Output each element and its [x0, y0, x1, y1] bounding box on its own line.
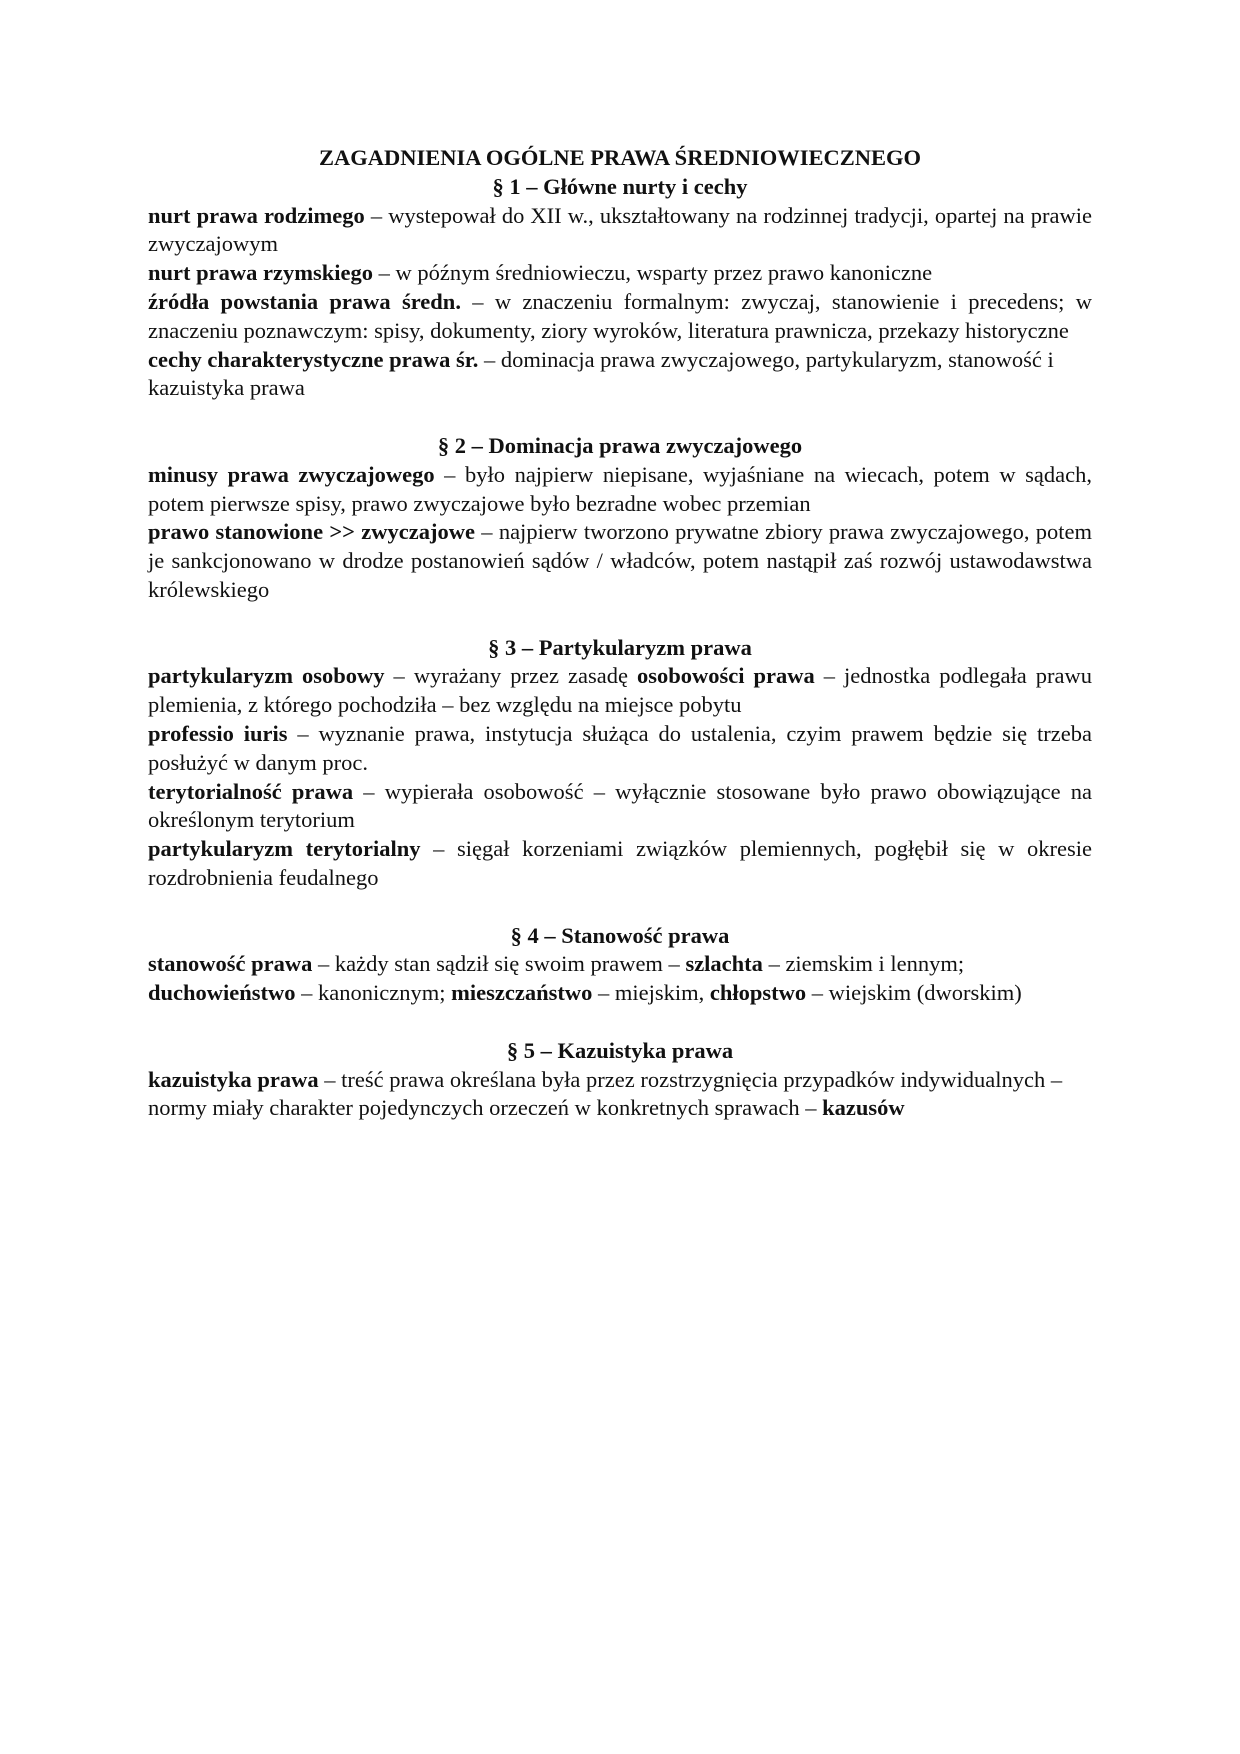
definition-entry [148, 720, 1092, 778]
definition-entry [148, 1066, 1092, 1124]
definition-term: cechy charakterystyczne prawa śr. [148, 346, 479, 372]
definition-term: mieszczaństwo [451, 980, 593, 1006]
section-heading: § 4 – Stanowość prawa [510, 922, 730, 948]
definition-term: partykularyzm osobowy [148, 663, 385, 689]
section-heading: § 1 – Główne nurty i cechy [492, 173, 748, 199]
section-2 [148, 432, 1092, 605]
definition-term: osobowości prawa [636, 663, 815, 689]
document-page [148, 144, 1092, 1123]
definition-entry [148, 346, 1092, 404]
definition-text: – wyrażany przez zasadę [384, 663, 637, 689]
definition-term: prawo stanowione >> zwyczajowe [148, 519, 475, 545]
section-5 [148, 1037, 1092, 1123]
definition-entry [148, 778, 1092, 836]
definition-text: – miejskim, [592, 980, 710, 1006]
definition-entry [148, 288, 1092, 346]
definition-text: – najpierw tworzono prywatne zbiory prawa zwyczajowego, potem je sankcjonowano w drodze postanowień sądów / władców, potem nastąpił zaś rozwój ustawodawstwa królewskiego [148, 519, 1093, 602]
definition-entry [148, 518, 1092, 604]
definition-entry [148, 950, 1092, 1008]
definition-text: – w znaczeniu formalnym: zwyczaj, stanowienie i precedens; w znaczeniu poznawczym: spisy, dokumenty, ziory wyroków, literatura prawnicza, przekazy historyczne [148, 288, 1092, 343]
section-heading: § 5 – Kazuistyka prawa [506, 1037, 734, 1063]
definition-entry [148, 202, 1092, 260]
section-4 [148, 922, 1092, 1008]
definition-text: – dominacja prawa zwyczajowego, partykularyzm, stanowość i kazuistyka prawa [148, 346, 1054, 401]
definition-text: – wyznanie prawa, instytucja służąca do ustalenia, czyim prawem będzie się trzeba posłużyć w danym proc. [148, 720, 1092, 775]
section-3 [148, 634, 1092, 893]
definition-term: chłopstwo [709, 980, 807, 1006]
definition-text: – wystepował do XII w., ukształtowany na rodzinnej tradycji, opartej na prawie zwyczajowym [148, 202, 1092, 257]
document-title: ZAGADNIENIA OGÓLNE PRAWA ŚREDNIOWIECZNEGO [319, 145, 921, 170]
definition-text: – sięgał korzeniami związków plemiennych, pogłębił się w okresie rozdrobnienia feudalnego [148, 836, 1092, 890]
definition-text: – jednostka podlegała prawu plemienia, z którego pochodziła – bez względu na miejsce pobytu [148, 663, 1093, 718]
definition-entry [148, 259, 1092, 288]
definition-entry [148, 662, 1092, 720]
definition-text: – każdy stan sądził się swoim prawem – [312, 951, 686, 977]
section-1 [148, 173, 1092, 403]
definition-text: – wypierała osobowość – wyłącznie stosowane było prawo obowiązujące na określonym terytorium [148, 778, 1092, 833]
definition-entry [148, 835, 1092, 893]
definition-text: – było najpierw niepisane, wyjaśniane na wiecach, potem w sądach, potem pierwsze spisy, prawo zwyczajowe było bezradne wobec przemian [148, 461, 1092, 516]
definition-term: źródła powstania prawa średn. [148, 288, 461, 314]
definition-text: – ziemskim i lennym; [762, 951, 965, 977]
definition-term: kazusów [822, 1095, 905, 1121]
definition-text: – wiejskim (dworskim) [806, 980, 1022, 1006]
definition-term: minusy prawa zwyczajowego [148, 461, 435, 487]
definition-entry [148, 461, 1092, 519]
definition-term: nurt prawa rodzimego [148, 202, 365, 228]
definition-term: kazuistyka prawa [148, 1066, 319, 1092]
definition-term: professio iuris [148, 720, 288, 746]
definition-term: partykularyzm terytorialny [148, 836, 421, 862]
section-heading: § 3 – Partykularyzm prawa [488, 634, 752, 660]
definition-term: szlachta [685, 951, 763, 977]
definition-term: duchowieństwo [148, 980, 296, 1006]
definition-text: – treść prawa określana była przez rozstrzygnięcia przypadków indywidualnych – normy miały charakter pojedynczych orzeczeń w konkretnych sprawach – [148, 1066, 1063, 1121]
definition-text: – w późnym średniowieczu, wsparty przez prawo kanoniczne [372, 260, 933, 286]
definition-term: terytorialność prawa [148, 778, 354, 804]
definition-term: nurt prawa rzymskiego [148, 260, 373, 286]
definition-text: – kanonicznym; [295, 980, 452, 1006]
section-heading: § 2 – Dominacja prawa zwyczajowego [437, 432, 803, 458]
definition-term: stanowość prawa [148, 951, 313, 977]
